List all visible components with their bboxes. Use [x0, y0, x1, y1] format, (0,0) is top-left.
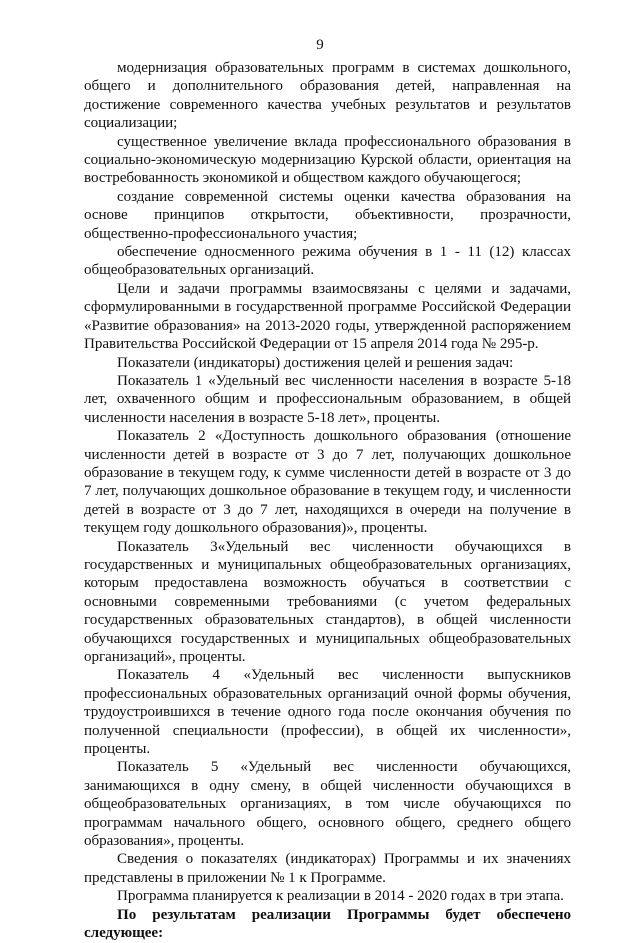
paragraph-professional-education: существенное увеличение вклада профессионального образования в социально-экономическую модернизацию Курской области, ориентация на востребованность экономикой и обществом каждого обучающегося; — [84, 133, 571, 187]
document-body — [84, 59, 571, 943]
paragraph-indicators-heading: Показатели (индикаторы) достижения целей и решения задач: — [117, 354, 514, 371]
paragraph-appendix-reference: Сведения о показателях (индикаторах) Программы и их значениях представлены в приложении № 1 к Программе. — [84, 851, 571, 886]
paragraph-single-shift: обеспечение односменного режима обучения в 1 - 11 (12) классах общеобразовательных организаций. — [84, 244, 571, 279]
paragraph-modernization: модернизация образовательных программ в системах дошкольного, общего и дополнительного образования детей, направленная на достижение современного качества учебных результатов и результатов социализации; — [84, 60, 571, 132]
paragraph-results-heading: По результатам реализации Программы будет обеспечено следующее: — [84, 906, 571, 942]
paragraph-indicator-2: Показатель 2 «Доступность дошкольного образования (отношение численности детей в возрасте от 3 до 7 лет, получающих дошкольное образование в текущем году, к сумме численности детей в возрасте от 3 до 7 лет, получающих дошкольное образование в текущем году, и численности детей в возрасте от 3 до 7 лет, находящихся в очереди на получение в текущем году дошкольного образования)», проценты. — [84, 428, 571, 537]
paragraph-indicator-3: Показатель 3«Удельный вес численности обучающихся в государственных и муниципальных общеобразовательных организациях, которым предоставлена возможность обучаться в соответствии с основными современными требованиями (с учетом федеральных государственных образовательных стандартов), в общей численности обучающихся государственных и муниципальных общеобразовательных организаций», проценты. — [84, 538, 571, 665]
paragraph-indicator-5: Показатель 5 «Удельный вес численности обучающихся, занимающихся в одну смену, в общей численности обучающихся в общеобразовательных организациях, в том числе обучающихся по программам начального общего, основного общего, среднего общего образования», проценты. — [84, 759, 571, 850]
paragraph-implementation-period: Программа планируется к реализации в 2014 - 2020 годах в три этапа. — [117, 888, 564, 905]
paragraph-goals-relation: Цели и задачи программы взаимосвязаны с целями и задачами, сформулированными в государственной программе Российской Федерации «Развитие образования» на 2013-2020 годы, утвержденной распоряжением Правительства Российской Федерации от 15 апреля 2014 года № 295-р. — [84, 280, 571, 353]
paragraph-indicator-1: Показатель 1 «Удельный вес численности населения в возрасте 5-18 лет, охваченного общим и профессиональным образованием, в общей численности населения в возрасте 5-18 лет», проценты. — [84, 372, 571, 426]
page-number: 9 — [316, 37, 324, 53]
paragraph-indicator-4: Показатель 4 «Удельный вес численности выпускников профессиональных образовательных организаций очной формы обучения, трудоустроившихся в течение одного года после окончания обучения по полученной специальности (профессии), в общей их численности», проценты. — [84, 667, 571, 758]
paragraph-quality-assessment: создание современной системы оценки качества образования на основе принципов открытости, объективности, прозрачности, общественно-профессионального участия; — [84, 188, 571, 242]
